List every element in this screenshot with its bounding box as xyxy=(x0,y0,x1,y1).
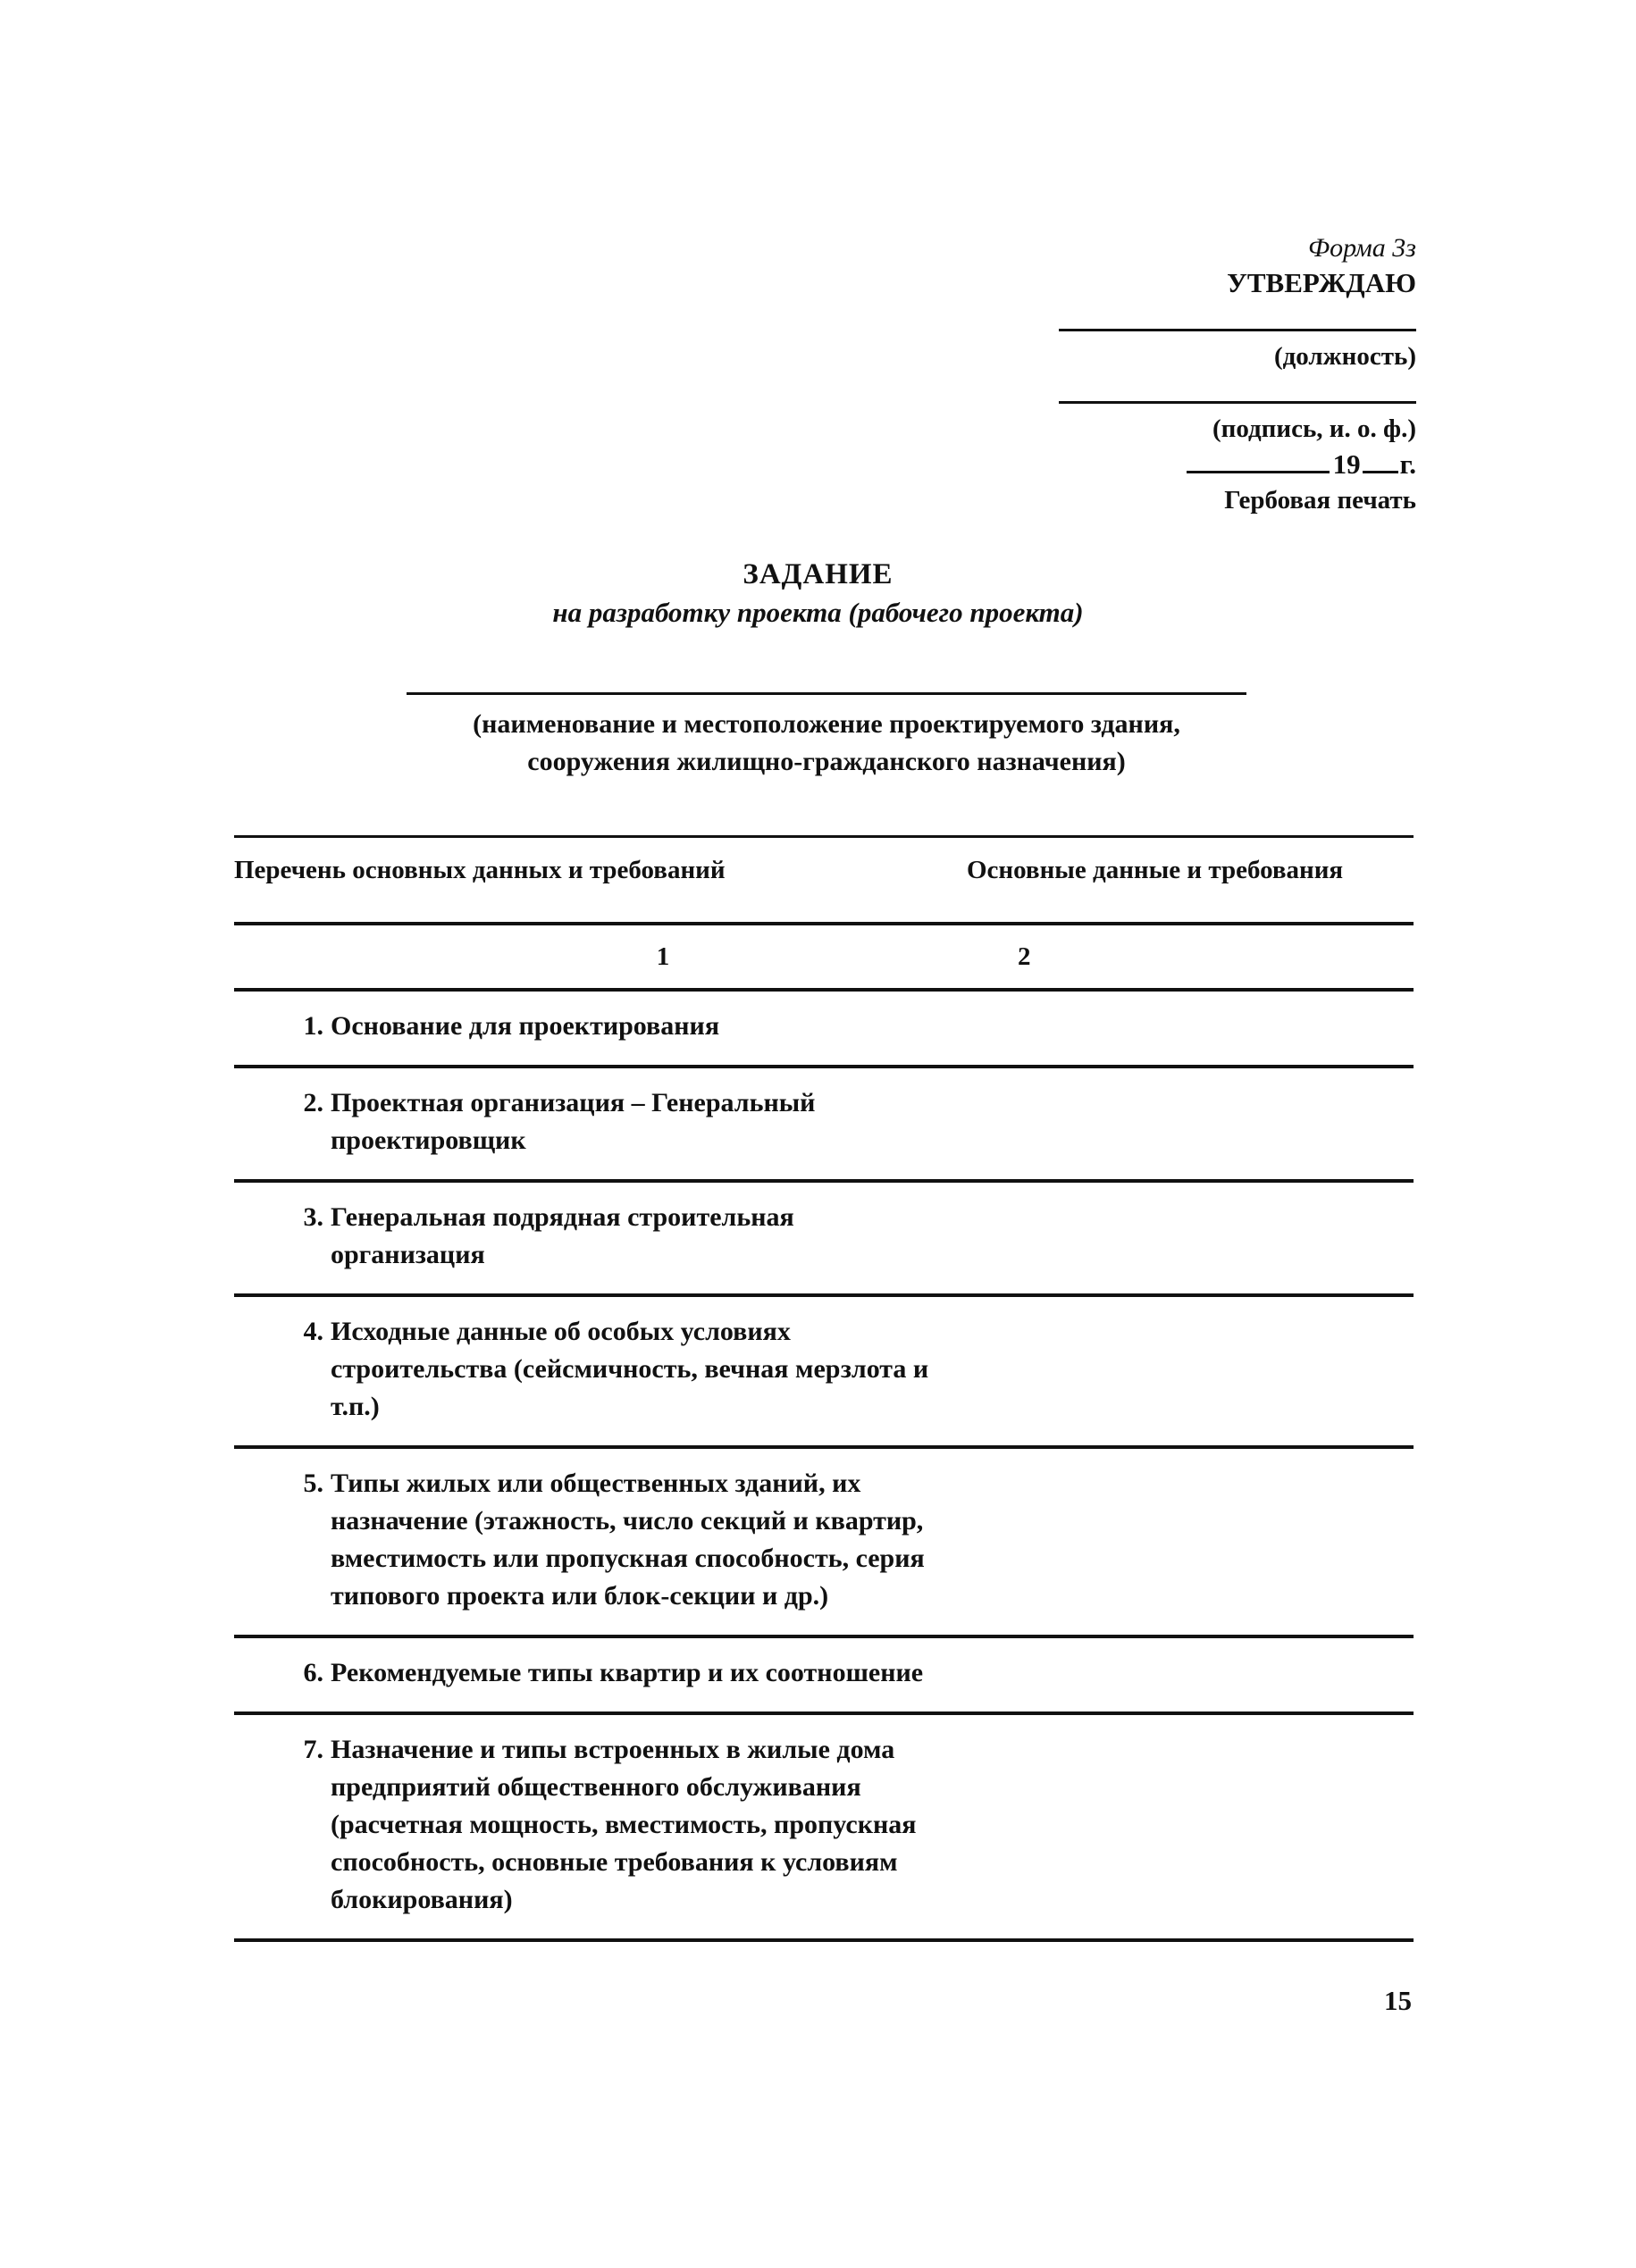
date-suffix: г. xyxy=(1399,448,1416,480)
table-row xyxy=(234,1638,1414,1711)
row-value-cell xyxy=(929,1731,1376,1919)
object-name-blank-line xyxy=(407,692,1246,695)
row-value-cell xyxy=(929,1465,1376,1615)
row-number: 2. xyxy=(303,1088,323,1117)
table-row xyxy=(234,1449,1414,1635)
table-row xyxy=(234,1297,1414,1445)
header-basic-data: Основные данные и требования xyxy=(967,856,1344,884)
approval-title: УТВЕРЖДАЮ xyxy=(1227,267,1416,298)
row-text: Основание для проектирования xyxy=(331,1011,720,1041)
row-number: 1. xyxy=(303,1011,323,1041)
column-number-2: 2 xyxy=(1018,942,1031,971)
object-name-caption-line2: сооружения жилищно-гражданского назначения) xyxy=(527,747,1126,776)
form-number: Форма 3з xyxy=(1308,233,1416,263)
stamp-label: Гербовая печать xyxy=(1224,486,1416,515)
column-number-1: 1 xyxy=(656,942,670,971)
row-text: Проектная организация – Генеральный проектировщик xyxy=(331,1088,816,1155)
date-year: 19 xyxy=(1332,448,1361,480)
row-value-cell xyxy=(929,1313,1376,1426)
table-bottom-rule xyxy=(234,1938,1414,1942)
page-number: 15 xyxy=(1384,1985,1412,2016)
row-number: 3. xyxy=(303,1202,323,1232)
position-blank-line xyxy=(1059,329,1416,331)
table-row xyxy=(234,1715,1414,1938)
row-text: Рекомендуемые типы квартир и их соотношение xyxy=(331,1658,924,1687)
row-text: Генеральная подрядная строительная организация xyxy=(331,1202,794,1269)
column-number-row xyxy=(234,925,1414,988)
object-name-caption-line1: (наименование и местоположение проектируемого здания, xyxy=(473,709,1180,739)
table-row xyxy=(234,1068,1414,1179)
row-value-cell xyxy=(929,1084,1376,1159)
table-row xyxy=(234,992,1414,1065)
row-value-cell xyxy=(929,1008,1376,1045)
row-value-cell xyxy=(929,1654,1376,1692)
document-subtitle: на разработку проекта (рабочего проекта) xyxy=(552,597,1084,628)
date-year-blank xyxy=(1363,451,1398,473)
row-number: 7. xyxy=(303,1735,323,1764)
requirements-table xyxy=(234,835,1414,1942)
row-number: 5. xyxy=(303,1469,323,1498)
row-text: Типы жилых или общественных зданий, их назначение (этажность, число секций и квартир, вместимость или пропускная способность, серия типового проекта или блок-секции и др.) xyxy=(331,1469,925,1611)
approval-block xyxy=(1059,232,1416,518)
signature-caption: (подпись, и. о. ф.) xyxy=(1212,414,1416,443)
row-value-cell xyxy=(929,1199,1376,1274)
signature-blank-line xyxy=(1059,401,1416,404)
row-number: 6. xyxy=(303,1658,323,1687)
table-header-row xyxy=(234,838,1414,922)
date-day-blank xyxy=(1187,451,1330,473)
table-row xyxy=(234,1183,1414,1293)
header-requirements-list: Перечень основных данных и требований xyxy=(234,856,726,884)
object-name-caption xyxy=(340,706,1313,781)
position-caption: (должность) xyxy=(1273,342,1416,371)
row-text: Исходные данные об особых условиях строительства (сейсмичность, вечная мерзлота и т.п.) xyxy=(331,1317,929,1421)
row-text: Назначение и типы встроенных в жилые дома предприятий общественного обслуживания (расчетная мощность, вместимость, пропускная способность, основные требования к условиям блокирования) xyxy=(331,1735,917,1914)
row-number: 4. xyxy=(303,1317,323,1346)
date-line xyxy=(1059,447,1416,482)
document-title: ЗАДАНИЕ xyxy=(742,558,894,590)
